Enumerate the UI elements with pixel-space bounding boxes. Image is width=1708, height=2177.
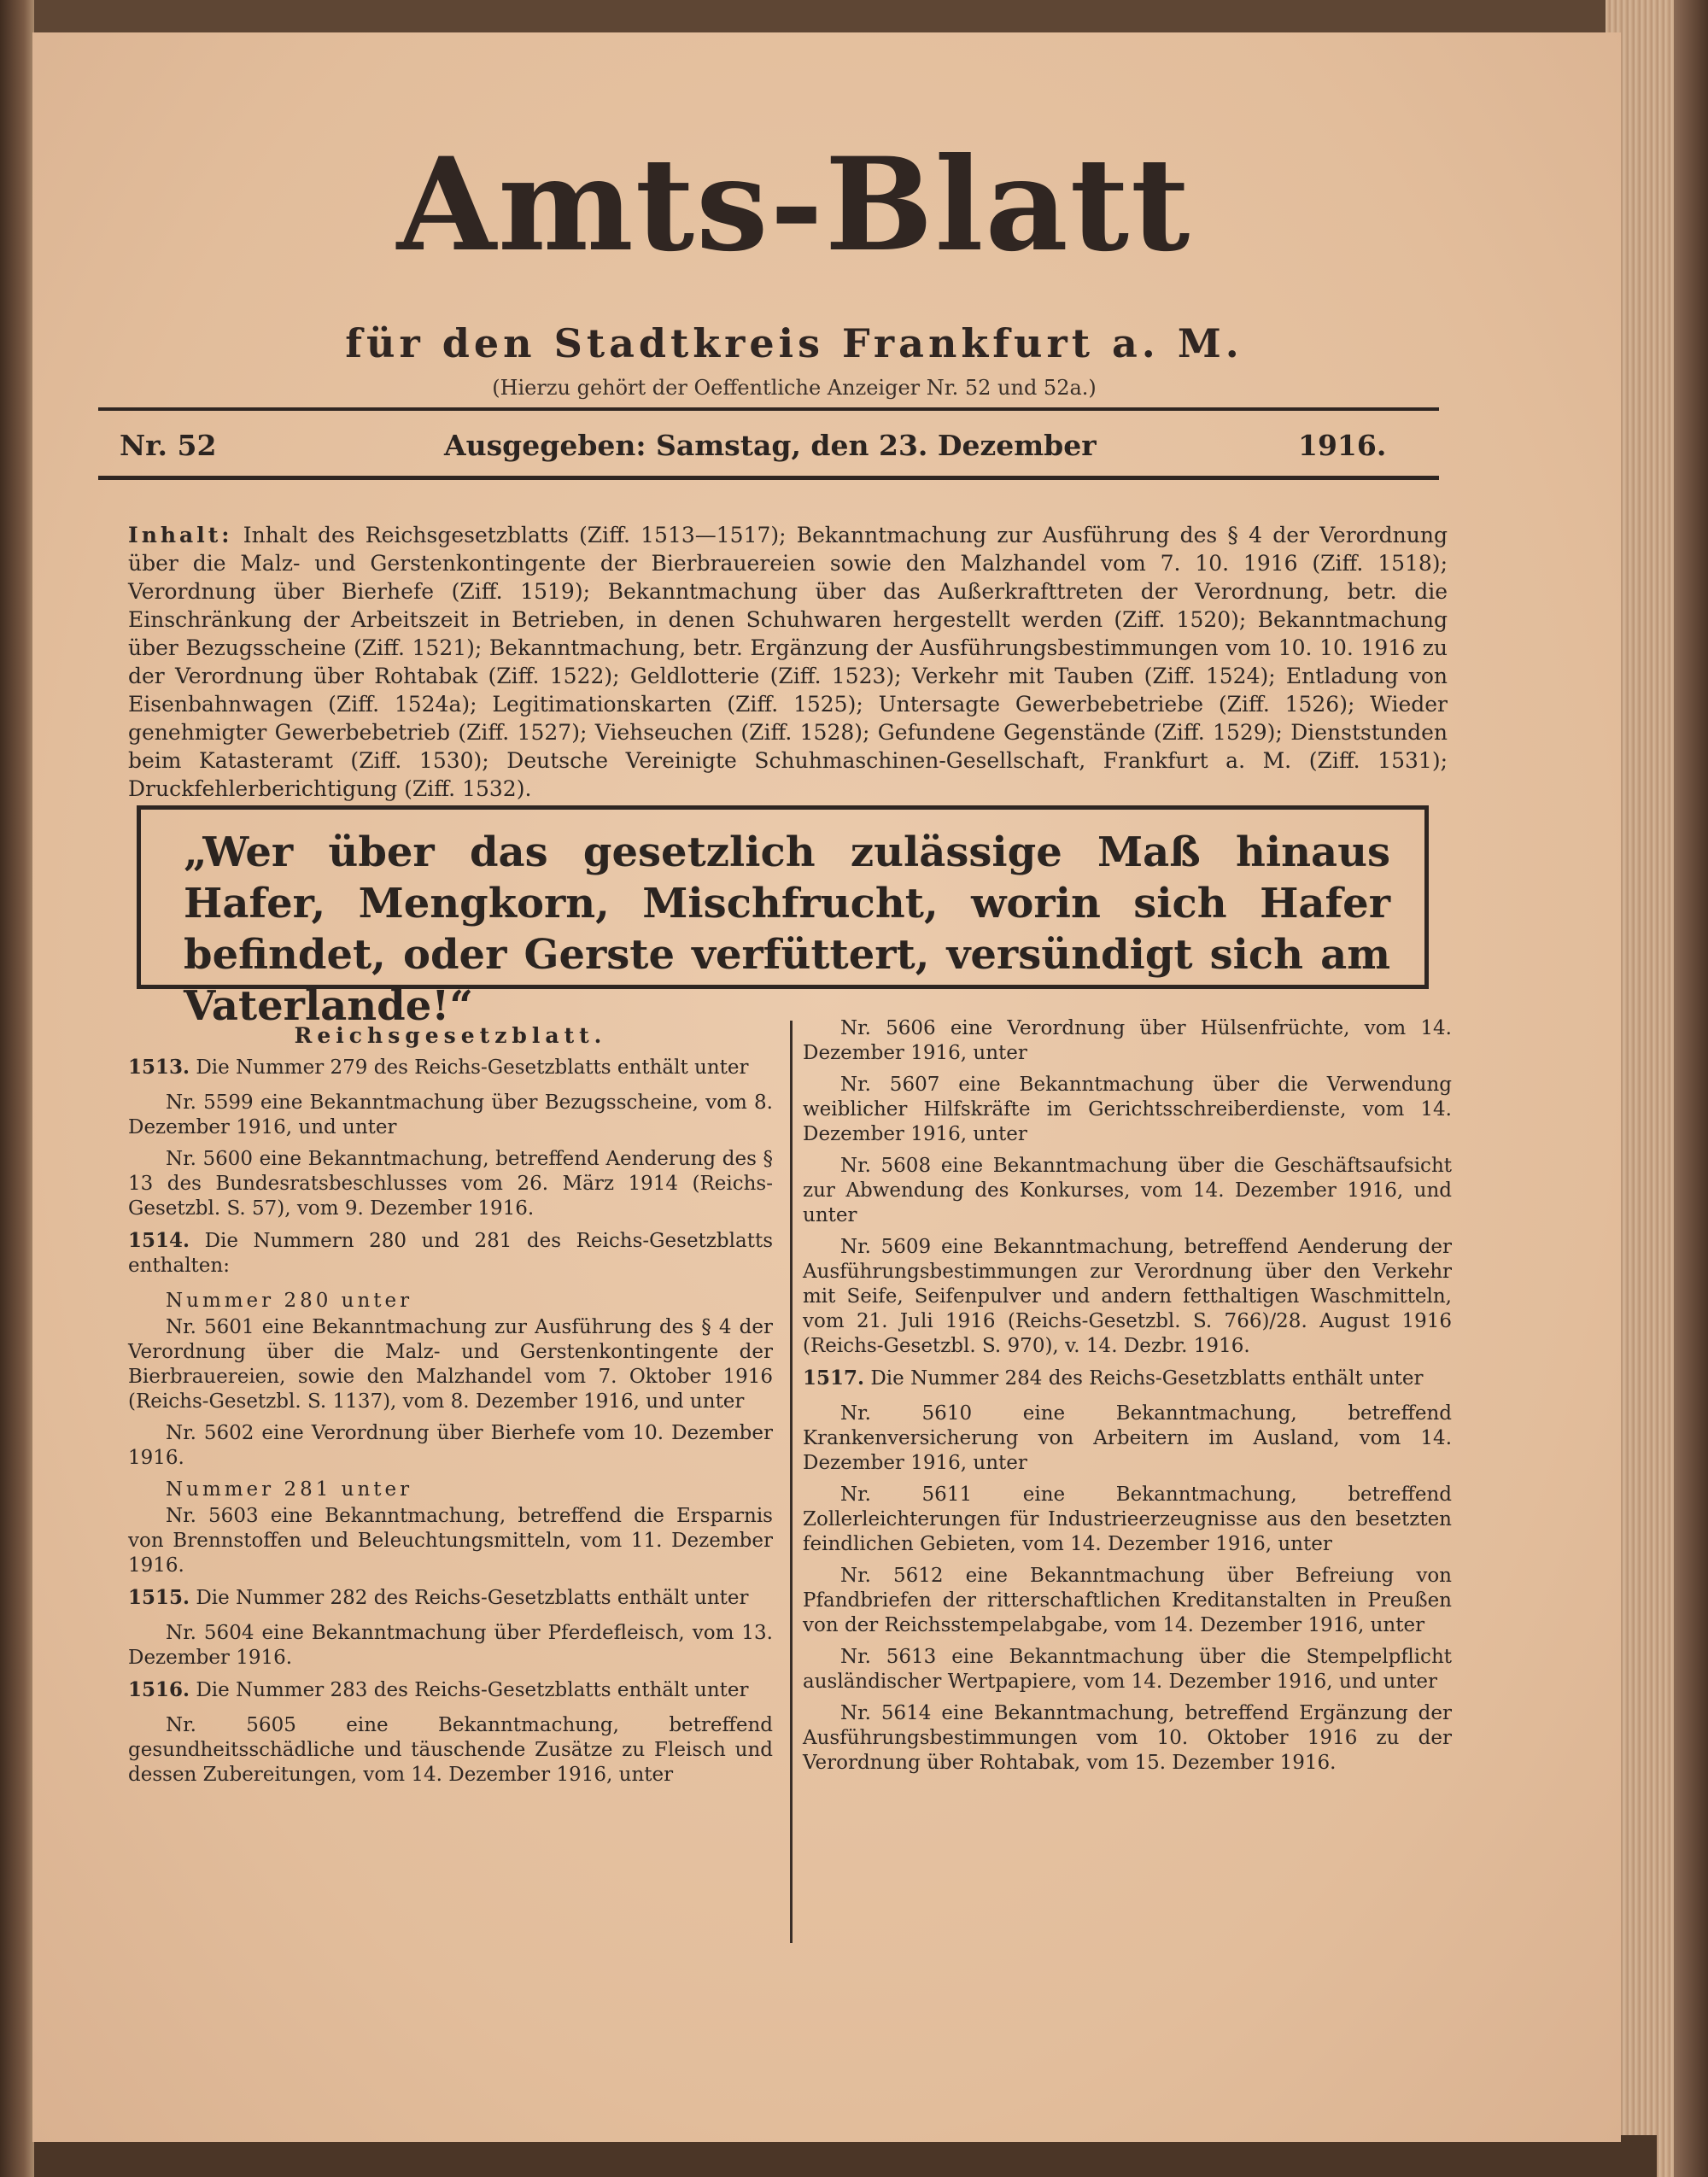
sub-entry: Nr. 5599 eine Bekanntmachung über Bezugsscheine, vom 8. Dezember 1916, und unter bbox=[128, 1091, 773, 1138]
sub-entry: Nr. 5611 eine Bekanntmachung, betreffend Zollerleichterungen für Industrieerzeugnisse aus den besetzten feindlichen Gebieten, vom 14. Dezember 1916, unter bbox=[803, 1484, 1452, 1555]
sub-entry: Nr. 5601 eine Bekanntmachung zur Ausführung des § 4 der Verordnung über die Malz- und Gerstenkontingente der Bierbrauereien, sowie den Malzhandel vom 7. Oktober 1916 (Reichs-Gesetzbl. S. 1137), vom 8. Dezember 1916, und unter bbox=[128, 1316, 773, 1413]
sub-entry: Nr. 5602 eine Verordnung über Bierhefe vom 10. Dezember 1916. bbox=[128, 1422, 773, 1469]
entry-number: 1513. bbox=[128, 1056, 190, 1079]
sub-entry: Nr. 5610 eine Bekanntmachung, betreffend Krankenversicherung von Arbeitern im Ausland, vom 14. Dezember 1916, unter bbox=[803, 1402, 1452, 1474]
entry-number: 1517. bbox=[803, 1366, 865, 1390]
issue-date: Ausgegeben: Samstag, den 23. Dezember bbox=[444, 429, 1097, 462]
sub-entry: Nr. 5603 eine Bekanntmachung, betreffend die Ersparnis von Brennstoffen und Beleuchtungsmitteln, vom 11. Dezember 1916. bbox=[128, 1505, 773, 1577]
entry-1515 bbox=[128, 1585, 773, 1611]
header-rule-top bbox=[98, 407, 1439, 411]
masthead-note: (Hierzu gehört der Oeffentliche Anzeiger Nr. 52 und 52a.) bbox=[492, 376, 1097, 400]
column-divider bbox=[790, 1021, 793, 1943]
issue-number: Nr. 52 bbox=[120, 429, 217, 462]
nummer-heading: Nummer 281 unter bbox=[166, 1478, 413, 1501]
nummer-heading: Nummer 280 unter bbox=[166, 1290, 413, 1312]
sub-entry: Nr. 5600 eine Bekanntmachung, betreffend Aenderung des § 13 des Bundesratsbeschlusses vom 26. März 1914 (Reichs-Gesetzbl. S. 57), vom 9. Dezember 1916. bbox=[128, 1148, 773, 1220]
entry-1517 bbox=[803, 1366, 1452, 1391]
issue-year: 1916. bbox=[1298, 429, 1387, 462]
entry-text: Die Nummern 280 und 281 des Reichs-Gesetzblatts enthalten: bbox=[128, 1230, 773, 1277]
masthead-subtitle: für den Stadtkreis Frankfurt a. M. bbox=[345, 320, 1243, 366]
sub-entry: Nr. 5612 eine Bekanntmachung über Befreiung von Pfandbriefen der ritterschaftlichen Kreditanstalten in Preußen von der Reichsstempelabgabe, vom 14. Dezember 1916, unter bbox=[803, 1565, 1452, 1636]
sub-entry: Nr. 5605 eine Bekanntmachung, betreffend gesundheitsschädliche und täuschende Zusätze zu Fleisch und dessen Zubereitungen, vom 14. Dezember 1916, unter bbox=[128, 1714, 773, 1786]
sub-entry: Nr. 5606 eine Verordnung über Hülsenfrüchte, vom 14. Dezember 1916, unter bbox=[803, 1017, 1452, 1064]
entry-text: Die Nummer 282 des Reichs-Gesetzblatts enthält unter bbox=[196, 1587, 749, 1609]
sub-entry: Nr. 5608 eine Bekanntmachung über die Geschäftsaufsicht zur Abwendung des Konkurses, vom 14. Dezember 1916, und unter bbox=[803, 1155, 1452, 1226]
quote-box bbox=[137, 805, 1429, 1030]
header-rule-bottom bbox=[98, 476, 1439, 480]
entry-1514 bbox=[128, 1228, 773, 1279]
entry-text: Die Nummer 283 des Reichs-Gesetzblatts enthält unter bbox=[196, 1679, 749, 1701]
masthead-title: Amts-Blatt bbox=[396, 130, 1192, 280]
entry-1516 bbox=[128, 1677, 773, 1703]
quote-text: „Wer über das gesetzlich zulässige Maß hinaus Hafer, Mengkorn, Mischfrucht, worin sich Hafer befindet, oder Gerste verfüttert, versündigt sich am Vaterlande!“ bbox=[184, 828, 1390, 1030]
sub-entry: Nr. 5613 eine Bekanntmachung über die Stempelpflicht ausländischer Wertpapiere, vom 14. Dezember 1916, und unter bbox=[803, 1646, 1452, 1693]
entry-number: 1516. bbox=[128, 1678, 190, 1701]
contents-text: Inhalt des Reichsgesetzblatts (Ziff. 1513—1517); Bekanntmachung zur Ausführung des § 4 der Verordnung über die Malz- und Gerstenkontingente der Bierbrauereien sowie den Malzhandel vom 7. 10. 1916 (Ziff. 1518); Verordnung über Bierhefe (Ziff. 1519); Bekanntmachung über das Außerkrafttreten der Verordnung, betr. die Einschränkung der Arbeitszeit in Betrieben, in denen Schuhwaren hergestellt werden (Ziff. 1520); Bekanntmachung über Bezugsscheine (Ziff. 1521); Bekanntmachung, betr. Ergänzung der Ausführungsbestimmungen vom 10. 10. 1916 zu der Verordnung über Rohtabak (Ziff. 1522); Geldlotterie (Ziff. 1523); Verkehr mit Tauben (Ziff. 1524); Entladung von Eisenbahnwagen (Ziff. 1524a); Legitimationskarten (Ziff. 1525); Untersagte Gewerbebetriebe (Ziff. 1526); Wieder genehmigter Gewerbebetrieb (Ziff. 1527); Viehseuchen (Ziff. 1528); Gefundene Gegenstände (Ziff. 1529); Dienststunden beim Katasteramt (Ziff. 1530); Deutsche Vereinigte Schuhmaschinen-Gesellschaft, Frankfurt a. M. (Ziff. 1531); Druckfehlerberichtigung (Ziff. 1532). bbox=[128, 523, 1448, 801]
entry-number: 1514. bbox=[128, 1229, 190, 1252]
book-spine-left bbox=[0, 0, 34, 2177]
sub-entry: Nr. 5609 eine Bekanntmachung, betreffend Aenderung der Ausführungsbestimmungen zur Verordnung über den Verkehr mit Seife, Seifenpulver und andern fetthaltigen Waschmitteln, vom 21. Juli 1916 (Reichs-Gesetzbl. S. 766)/28. August 1916 (Reichs-Gesetzbl. S. 970), v. 14. Dezbr. 1916. bbox=[803, 1236, 1452, 1357]
entry-number: 1515. bbox=[128, 1586, 190, 1609]
sub-entry: Nr. 5614 eine Bekanntmachung, betreffend Ergänzung der Ausführungsbestimmungen vom 10. Oktober 1916 zu der Verordnung über Rohtabak, vom 15. Dezember 1916. bbox=[803, 1702, 1452, 1774]
table-of-contents bbox=[128, 521, 1448, 803]
contents-lead: Inhalt: bbox=[128, 523, 233, 547]
entry-text: Die Nummer 279 des Reichs-Gesetzblatts enthält unter bbox=[196, 1056, 749, 1079]
right-column bbox=[803, 1016, 1452, 1782]
sub-entry: Nr. 5607 eine Bekanntmachung über die Verwendung weiblicher Hilfskräfte im Gerichtsschreiberdienste, vom 14. Dezember 1916, unter bbox=[803, 1074, 1452, 1145]
sub-entry: Nr. 5604 eine Bekanntmachung über Pferdefleisch, vom 13. Dezember 1916. bbox=[128, 1622, 773, 1669]
section-heading: Reichsgesetzblatt. bbox=[294, 1023, 607, 1048]
left-column bbox=[128, 1023, 773, 1794]
book-cover-edge bbox=[1674, 0, 1708, 2177]
entry-text: Die Nummer 284 des Reichs-Gesetzblatts enthält unter bbox=[870, 1367, 1424, 1390]
entry-1513 bbox=[128, 1055, 773, 1080]
